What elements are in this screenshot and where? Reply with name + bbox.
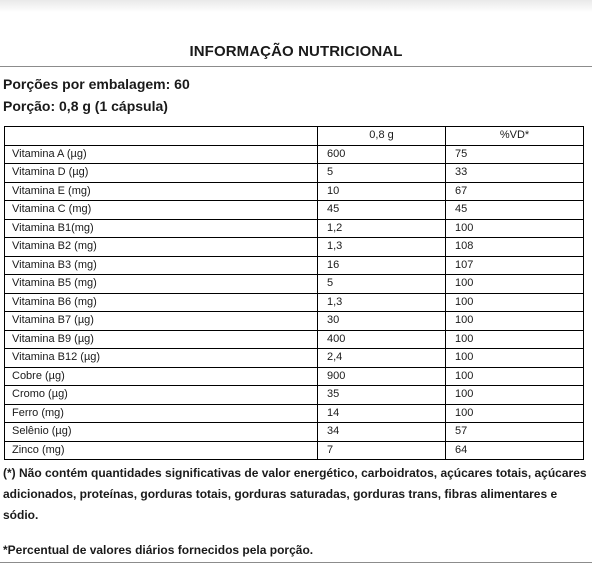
nutrient-amount-cell: 35 — [318, 386, 446, 405]
nutrient-name-cell: Vitamina B5 (mg) — [5, 275, 318, 294]
nutrient-dv-cell: 107 — [446, 256, 584, 275]
nutrient-amount-cell: 16 — [318, 256, 446, 275]
nutrient-amount-cell: 30 — [318, 312, 446, 331]
table-row — [5, 164, 584, 183]
header-amount-cell: 0,8 g — [318, 127, 446, 146]
table-row — [5, 330, 584, 349]
top-shade — [0, 0, 592, 12]
nutrient-amount-cell: 7 — [318, 441, 446, 460]
nutrient-amount-cell: 5 — [318, 275, 446, 294]
nutrient-amount-cell: 5 — [318, 164, 446, 183]
nutrient-dv-cell: 67 — [446, 182, 584, 201]
nutrient-name-cell: Cromo (µg) — [5, 386, 318, 405]
table-row — [5, 256, 584, 275]
nutrient-name-cell: Vitamina B2 (mg) — [5, 238, 318, 257]
table-row — [5, 219, 584, 238]
nutrient-amount-cell: 1,3 — [318, 238, 446, 257]
nutrient-name-cell: Vitamina B3 (mg) — [5, 256, 318, 275]
nutrient-amount-cell: 10 — [318, 182, 446, 201]
nutrient-dv-cell: 108 — [446, 238, 584, 257]
table-row — [5, 275, 584, 294]
nutrient-dv-cell: 100 — [446, 404, 584, 423]
table-row — [5, 312, 584, 331]
nutrient-name-cell: Vitamina B7 (µg) — [5, 312, 318, 331]
nutrient-dv-cell: 33 — [446, 164, 584, 183]
header-name-cell — [5, 127, 318, 146]
table-row — [5, 201, 584, 220]
nutrient-dv-cell: 100 — [446, 349, 584, 368]
nutrient-name-cell: Ferro (mg) — [5, 404, 318, 423]
page-title: INFORMAÇÃO NUTRICIONAL — [189, 43, 403, 60]
nutrient-dv-cell: 100 — [446, 275, 584, 294]
nutrient-dv-cell: 100 — [446, 386, 584, 405]
table-row — [5, 423, 584, 442]
nutrient-name-cell: Vitamina E (mg) — [5, 182, 318, 201]
table-row — [5, 182, 584, 201]
table-row — [5, 441, 584, 460]
nutrient-name-cell: Vitamina D (µg) — [5, 164, 318, 183]
nutrient-amount-cell: 900 — [318, 367, 446, 386]
nutrient-dv-cell: 100 — [446, 330, 584, 349]
nutrient-name-cell: Vitamina B1(mg) — [5, 219, 318, 238]
table-row — [5, 293, 584, 312]
footnote-divider — [0, 562, 592, 563]
nutrient-name-cell: Zinco (mg) — [5, 441, 318, 460]
nutrient-name-cell: Cobre (µg) — [5, 367, 318, 386]
table-row — [5, 404, 584, 423]
nutrient-amount-cell: 45 — [318, 201, 446, 220]
header-dv-cell: %VD* — [446, 127, 584, 146]
serving-size: Porção: 0,8 g (1 cápsula) — [3, 98, 168, 114]
nutrient-name-cell: Vitamina B9 (µg) — [5, 330, 318, 349]
nutrient-name-cell: Vitamina A (µg) — [5, 145, 318, 164]
nutrient-amount-cell: 600 — [318, 145, 446, 164]
nutrient-dv-cell: 57 — [446, 423, 584, 442]
nutrient-dv-cell: 64 — [446, 441, 584, 460]
table-row — [5, 145, 584, 164]
table-row — [5, 367, 584, 386]
nutrient-name-cell: Vitamina C (mg) — [5, 201, 318, 220]
nutrient-dv-cell: 100 — [446, 219, 584, 238]
table-row — [5, 386, 584, 405]
nutrient-name-cell: Vitamina B12 (µg) — [5, 349, 318, 368]
nutrient-dv-cell: 45 — [446, 201, 584, 220]
nutrient-amount-cell: 14 — [318, 404, 446, 423]
nutrient-dv-cell: 100 — [446, 367, 584, 386]
servings-per-package: Porções por embalagem: 60 — [3, 76, 190, 92]
nutrient-name-cell: Vitamina B6 (mg) — [5, 293, 318, 312]
title-divider — [0, 66, 592, 67]
nutrient-amount-cell: 2,4 — [318, 349, 446, 368]
nutrient-dv-cell: 100 — [446, 293, 584, 312]
nutrition-table — [4, 126, 584, 460]
footnote-not-significant: (*) Não contém quantidades significativas de valor energético, carboidratos, açúcares totais, açúcares adicionados, proteínas, gorduras totais, gorduras saturadas, gorduras trans, fibras alimentares e sódio. — [3, 466, 587, 522]
footnote-daily-values: *Percentual de valores diários fornecidos pela porção. — [3, 543, 314, 557]
nutrient-amount-cell: 1,3 — [318, 293, 446, 312]
nutrient-name-cell: Selênio (µg) — [5, 423, 318, 442]
nutrient-dv-cell: 100 — [446, 312, 584, 331]
table-row — [5, 238, 584, 257]
table-header-row — [5, 127, 584, 146]
nutrient-amount-cell: 1,2 — [318, 219, 446, 238]
nutrient-amount-cell: 34 — [318, 423, 446, 442]
table-row — [5, 349, 584, 368]
nutrient-dv-cell: 75 — [446, 145, 584, 164]
nutrient-amount-cell: 400 — [318, 330, 446, 349]
